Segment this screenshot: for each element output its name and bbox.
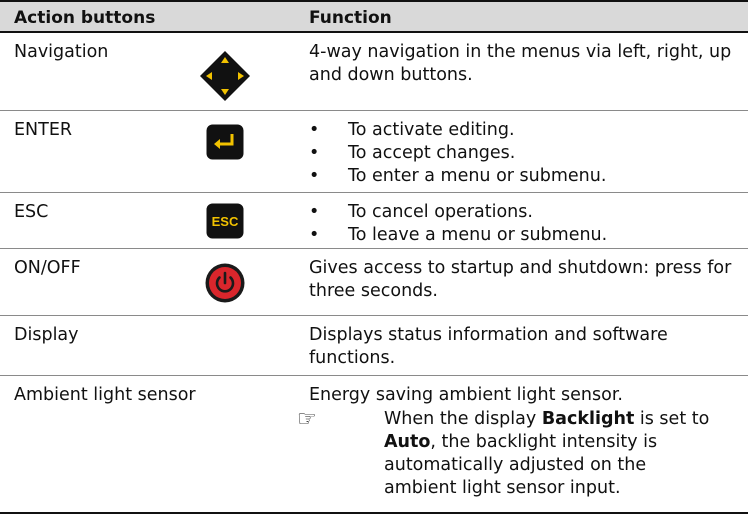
row-function-ambient-light-sensor: [297, 384, 739, 498]
list-item: • To leave a menu or submenu.: [309, 224, 739, 247]
table-row-onoff: [0, 249, 748, 316]
pointing-hand-icon: ☞: [297, 407, 317, 432]
note-bold-auto: Auto: [384, 432, 431, 452]
row-name-display: Display: [14, 325, 79, 345]
row-name-ambient-light-sensor: Ambient light sensor: [14, 385, 196, 405]
esc-key-icon: [206, 203, 244, 239]
list-item: • To enter a menu or submenu.: [309, 165, 739, 188]
row-function-enter: [309, 119, 739, 188]
table-row-esc: [0, 193, 748, 249]
table-row-display: [0, 316, 748, 376]
table-row-navigation: [0, 33, 748, 111]
note-bold-backlight: Backlight: [541, 409, 635, 429]
note-text: , the backlight intensity is automatically adjusted on the ambient light sensor input.: [384, 432, 658, 498]
row-function-navigation: 4-way navigation in the menus via left, right, up and down buttons.: [309, 42, 732, 85]
enter-key-icon: [206, 124, 244, 160]
header-function: Function: [309, 8, 392, 28]
header-action-buttons: Action buttons: [14, 8, 156, 28]
power-button-icon: [205, 263, 245, 303]
navigation-pad-icon: [199, 50, 251, 102]
row-name-navigation: Navigation: [14, 42, 109, 62]
note-text: is set to: [634, 409, 710, 429]
list-item: • To accept changes.: [309, 142, 739, 165]
list-item: • To cancel operations.: [309, 201, 739, 224]
list-item: • To activate editing.: [309, 119, 739, 142]
row-name-esc: ESC: [14, 202, 49, 222]
ambient-function-text: Energy saving ambient light sensor.: [309, 385, 623, 405]
row-name-enter: ENTER: [14, 120, 73, 140]
table-header: [0, 0, 748, 33]
note-text: When the display: [384, 409, 542, 429]
esc-key-label: ESC: [211, 214, 239, 229]
ambient-note: [384, 408, 714, 500]
table-row-enter: [0, 111, 748, 193]
table-row-ambient-light-sensor: [0, 376, 748, 514]
row-function-display: Displays status information and software functions.: [309, 325, 668, 368]
row-function-esc: [309, 201, 739, 247]
row-name-onoff: ON/OFF: [14, 258, 81, 278]
row-function-onoff: Gives access to startup and shutdown: press for three seconds.: [309, 258, 732, 301]
